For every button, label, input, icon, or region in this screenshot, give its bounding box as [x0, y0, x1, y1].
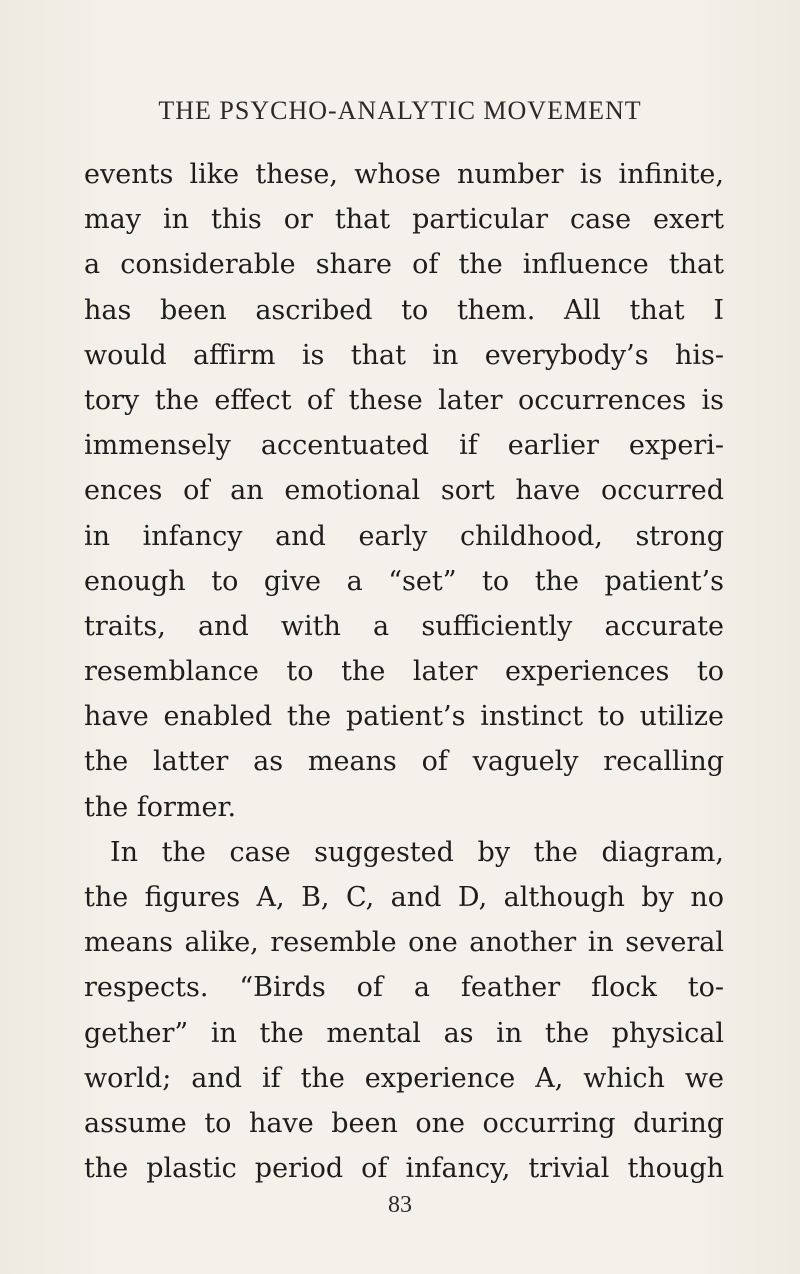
running-head: THE PSYCHO-ANALYTIC MOVEMENT — [158, 96, 642, 125]
text-line: In the case suggested by the diagram, — [110, 836, 724, 868]
text-line: traits, and with a sufficiently accurate — [84, 610, 724, 642]
text-line: the figures A, B, C, and D, although by no — [84, 882, 724, 913]
page-number: 83 — [388, 1192, 412, 1218]
text-line: the former. — [84, 791, 237, 823]
text-line: gether” in the mental as in the physical — [84, 1017, 724, 1049]
text-line: a considerable share of the influence that — [84, 249, 724, 281]
text-line: in infancy and early childhood, strong — [84, 520, 724, 552]
text-line: immensely accentuated if earlier experi- — [84, 430, 724, 462]
text-line: the latter as means of vaguely recalling — [84, 746, 724, 778]
text-line: ences of an emotional sort have occurred — [84, 475, 724, 507]
text-line: respects. “Birds of a feather flock to- — [84, 972, 724, 1004]
text-line: has been ascribed to them. All that I — [84, 294, 724, 326]
text-line: events like these, whose number is infinite, — [84, 159, 724, 190]
text-line: world; and if the experience A, which we — [84, 1062, 724, 1094]
text-line: resemblance to the later experiences to — [84, 656, 724, 688]
text-line: have enabled the patient’s instinct to utilize — [84, 701, 724, 733]
text-line: enough to give a “set” to the patient’s — [84, 565, 724, 597]
body-text — [84, 152, 724, 1191]
text-line: assume to have been one occurring during — [84, 1107, 724, 1139]
text-line: the plastic period of infancy, trivial though — [84, 1153, 724, 1185]
text-line: may in this or that particular case exert — [84, 204, 724, 236]
text-line: means alike, resemble one another in several — [84, 927, 724, 959]
text-line: tory the effect of these later occurrences is — [84, 384, 724, 416]
text-line: would affirm is that in everybody’s his- — [84, 339, 724, 371]
